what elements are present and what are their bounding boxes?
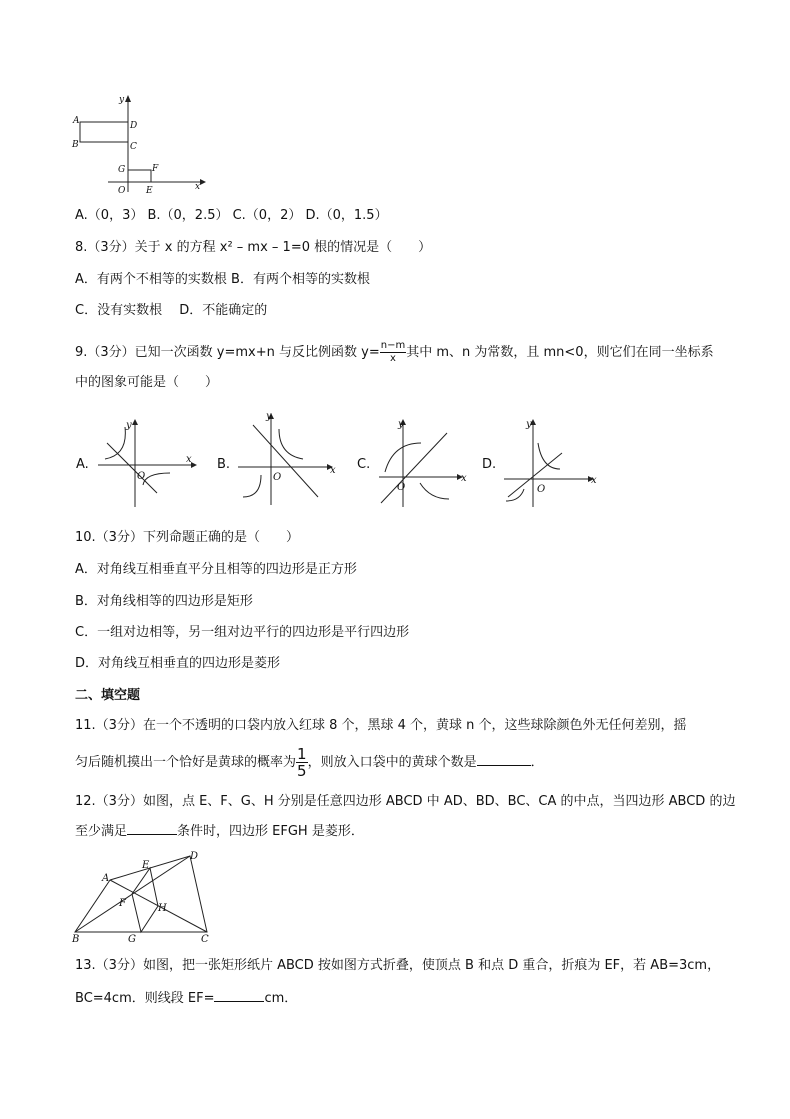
q9-b-x-label: x xyxy=(330,465,336,476)
q11-fraction-numerator: 1 xyxy=(297,745,307,763)
q7-label-x: x xyxy=(195,182,201,192)
q7-label-f: F xyxy=(152,164,159,174)
q9-d-x-label: x xyxy=(591,475,597,486)
q9-option-a-label: A. xyxy=(76,457,89,472)
q11-line2-part-c: ． xyxy=(530,755,544,770)
q13-answer-blank[interactable] xyxy=(214,989,264,1002)
q12-label-g: G xyxy=(128,934,136,945)
q9-c-x-label: x xyxy=(461,473,467,484)
q7-options: A.（0，3） B.（0，2.5） C.（0，2） D.（0，1.5） xyxy=(75,208,388,223)
q12-quadrilateral-figure xyxy=(62,848,222,946)
q13-line2 xyxy=(75,989,297,1007)
q9-stem-line1 xyxy=(75,340,714,365)
q11-line2-part-b: ，则放入口袋中的黄球个数是 xyxy=(307,755,477,770)
q9-option-b-graph xyxy=(233,407,343,507)
q8-options-cd: C．没有实数根 D．不能确定的 xyxy=(75,303,268,318)
q12-answer-blank[interactable] xyxy=(127,822,177,835)
q7-label-o: O xyxy=(118,186,126,196)
q12-label-f: F xyxy=(119,898,126,909)
section-heading-fill-blank: 二、填空题 xyxy=(75,688,141,703)
q9-stem-line2: 中的图象可能是（ ） xyxy=(75,375,219,390)
q9-option-c-label: C. xyxy=(357,457,371,472)
q9-b-y-label: y xyxy=(266,411,272,422)
q12-label-d: D xyxy=(190,851,199,862)
q12-line2-part-b: 条件时，四边形 EFGH 是菱形． xyxy=(177,824,364,839)
q10-option-b: B．对角线相等的四边形是矩形 xyxy=(75,594,253,609)
q7-coordinate-figure xyxy=(68,92,208,197)
q9-option-c-graph xyxy=(375,415,470,510)
q10-option-c: C．一组对边相等，另一组对边平行的四边形是平行四边形 xyxy=(75,625,410,640)
q11-line1: 11.（3分）在一个不透明的口袋内放入红球 8 个，黑球 4 个，黄球 n 个，这些球除颜色外无任何差别，摇 xyxy=(75,718,687,733)
q9-fraction-denominator: x xyxy=(390,353,396,364)
q12-line1: 12.（3分）如图，点 E、F、G、H 分别是任意四边形 ABCD 中 AD、BD、BC、CA 的中点，当四边形 ABCD 的边 xyxy=(75,794,736,809)
q10-option-d: D．对角线互相垂直的四边形是菱形 xyxy=(75,656,281,671)
q7-label-a: A xyxy=(73,116,80,126)
q7-label-d: D xyxy=(130,121,138,131)
q11-line2-part-a: 匀后随机摸出一个恰好是黄球的概率为 xyxy=(75,755,297,770)
q7-label-e: E xyxy=(146,186,153,196)
q13-line1: 13.（3分）如图，把一张矩形纸片 ABCD 按如图方式折叠，使顶点 B 和点 D 重合，折痕为 EF，若 AB=3cm， xyxy=(75,958,721,973)
q8-options-ab: A．有两个不相等的实数根 B．有两个相等的实数根 xyxy=(75,272,370,287)
q10-option-a: A．对角线互相垂直平分且相等的四边形是正方形 xyxy=(75,562,357,577)
q9-fraction xyxy=(380,340,406,365)
q8-stem: 8.（3分）关于 x 的方程 x² – mx – 1=0 根的情况是（ ） xyxy=(75,240,432,255)
q12-label-b: B xyxy=(72,934,80,945)
q9-option-d-label: D. xyxy=(482,457,497,472)
q9-d-y-label: y xyxy=(526,419,532,430)
q12-label-c: C xyxy=(201,934,209,945)
q9-option-d-graph xyxy=(500,415,600,510)
q7-label-g: G xyxy=(118,165,126,175)
q11-line2 xyxy=(75,746,544,779)
q9-b-origin-label: O xyxy=(273,472,282,483)
q11-answer-blank[interactable] xyxy=(477,753,531,766)
q9-d-origin-label: O xyxy=(537,484,546,495)
q9-a-x-label: x xyxy=(186,454,192,465)
q7-label-y: y xyxy=(119,95,125,105)
q9-a-origin-label: O xyxy=(137,471,146,482)
q12-line2-part-a: 至少满足 xyxy=(75,824,128,839)
q7-label-b: B xyxy=(72,140,79,150)
q9-option-a-graph xyxy=(95,415,200,510)
q7-label-c: C xyxy=(130,142,137,152)
q9-a-y-label: y xyxy=(126,420,132,431)
q12-label-a: A xyxy=(102,873,110,884)
q12-label-e: E xyxy=(142,860,150,871)
q9-fraction-numerator: n−m xyxy=(380,340,406,351)
q9-c-y-label: y xyxy=(398,419,404,430)
q13-line2-part-a: BC=4cm．则线段 EF= xyxy=(75,991,215,1006)
q9-option-b-label: B. xyxy=(217,457,231,472)
q9-stem-part-a: 9.（3分）已知一次函数 y=mx+n 与反比例函数 y= xyxy=(75,345,380,360)
q9-c-origin-label: O xyxy=(397,482,406,493)
q13-line2-part-b: cm． xyxy=(264,991,298,1006)
q10-stem: 10.（3分）下列命题正确的是（ ） xyxy=(75,530,299,545)
q11-fraction-denominator: 5 xyxy=(297,762,307,780)
q9-stem-part-b: 其中 m、n 为常数，且 mn<0，则它们在同一坐标系 xyxy=(406,345,714,360)
q12-label-h: H xyxy=(158,903,167,914)
q11-fraction xyxy=(296,746,308,779)
q12-line2 xyxy=(75,822,364,840)
